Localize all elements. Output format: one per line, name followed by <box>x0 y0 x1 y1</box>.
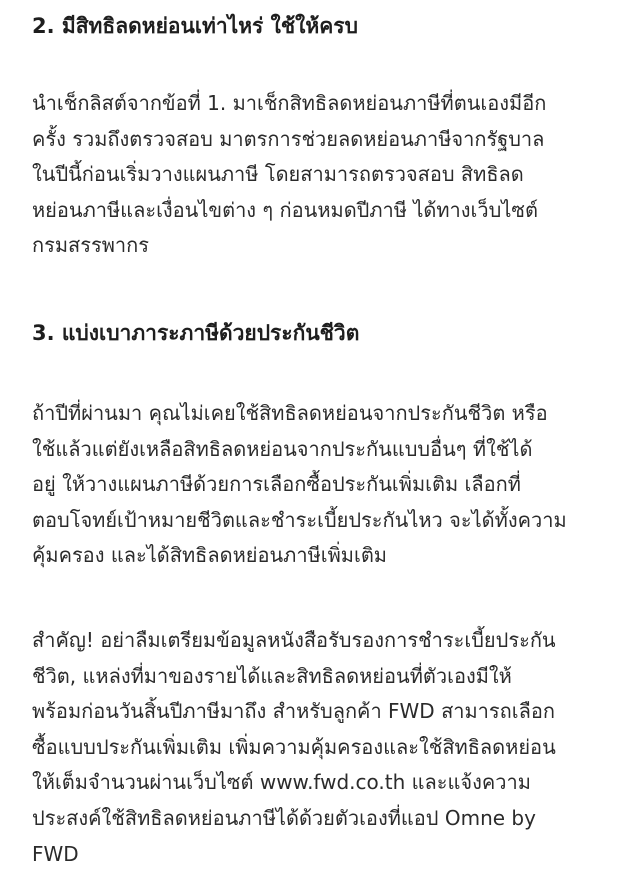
section-2-paragraph <box>32 86 622 264</box>
paragraph-line: ใช้แล้วแต่ยังเหลือสิทธิลดหย่อนจากประกันแบบอื่นๆ ที่ใช้ได้ <box>32 436 533 461</box>
paragraph-line: พร้อมก่อนวันสิ้นปีภาษีมาถึง สำหรับลูกค้า FWD สามารถเลือก <box>32 699 555 724</box>
paragraph-line: ชีวิต, แหล่งที่มาของรายได้และสิทธิลดหย่อนที่ตัวเองมีให้ <box>32 663 512 688</box>
section-3-paragraph-1 <box>32 396 622 574</box>
paragraph-line: ในปีนี้ก่อนเริ่มวางแผนภาษี โดยสามารถตรวจสอบ สิทธิลด <box>32 162 524 187</box>
paragraph-line: ครั้ง รวมถึงตรวจสอบ มาตรการช่วยลดหย่อนภาษีจากรัฐบาล <box>32 126 545 151</box>
section-2-heading: 2. มีสิทธิลดหย่อนเท่าไหร่ ใช้ให้ครบ <box>32 14 358 38</box>
paragraph-line: FWD <box>32 841 79 866</box>
paragraph-line: อยู่ ให้วางแผนภาษีด้วยการเลือกซื้อประกันเพิ่มเติม เลือกที่ <box>32 472 521 497</box>
paragraph-line: นำเช็กลิสต์จากข้อที่ 1. มาเช็กสิทธิลดหย่อนภาษีที่ตนเองมีอีก <box>32 91 547 115</box>
paragraph-line: หย่อนภาษีและเงื่อนไขต่าง ๆ ก่อนหมดปีภาษี ได้ทางเว็บไซต์ <box>32 197 538 222</box>
paragraph-line: ซื้อแบบประกันเพิ่มเติม เพิ่มความคุ้มครองและใช้สิทธิลดหย่อน <box>32 734 556 759</box>
section-3-heading: 3. แบ่งเบาภาระภาษีด้วยประกันชีวิต <box>32 321 360 345</box>
paragraph-line: กรมสรรพากร <box>32 233 149 258</box>
section-3-paragraph-2 <box>32 623 622 872</box>
paragraph-line: ประสงค์ใช้สิทธิลดหย่อนภาษีได้ด้วยตัวเองที่แอป Omne by <box>32 805 536 830</box>
paragraph-line: ให้เต็มจำนวนผ่านเว็บไซต์ www.fwd.co.th และแจ้งความ <box>32 770 531 795</box>
paragraph-line: ตอบโจทย์เป้าหมายชีวิตและชำระเบี้ยประกันไหว จะได้ทั้งความ <box>32 507 567 532</box>
paragraph-line: ถ้าปีที่ผ่านมา คุณไม่เคยใช้สิทธิลดหย่อนจากประกันชีวิต หรือ <box>32 401 548 425</box>
paragraph-line: คุ้มครอง และได้สิทธิลดหย่อนภาษีเพิ่มเติม <box>32 543 387 568</box>
paragraph-line: สำคัญ! อย่าลืมเตรียมข้อมูลหนังสือรับรองการชำระเบี้ยประกัน <box>32 628 556 652</box>
